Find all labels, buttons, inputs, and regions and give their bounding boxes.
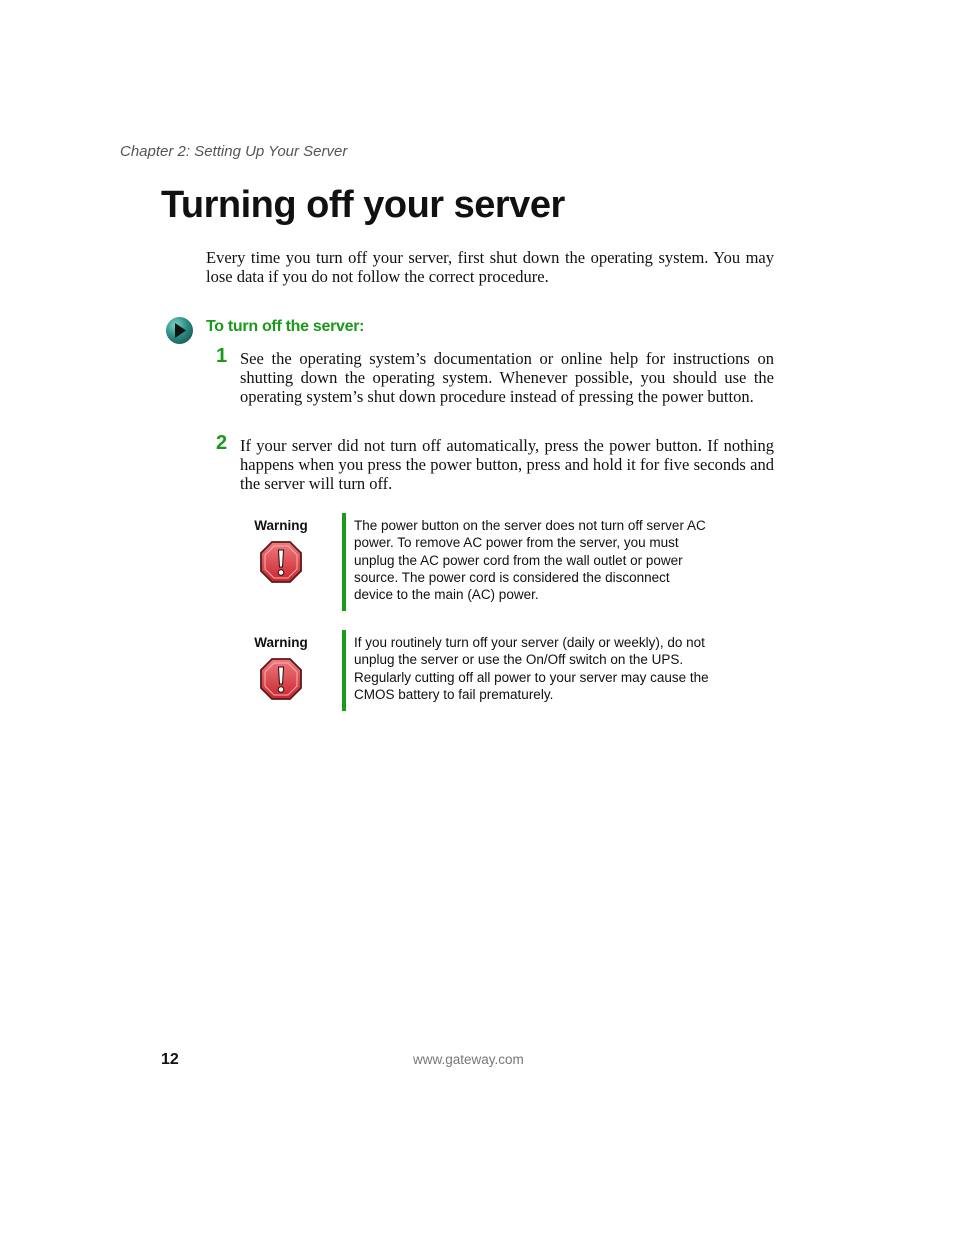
step-number: 1: [216, 345, 228, 367]
warning-bar: [342, 630, 346, 711]
step-text: If your server did not turn off automatically, press the power button. If nothing happens when you press the power button, press and hold it for five seconds and the server will turn off.: [240, 436, 774, 493]
running-header: Chapter 2: Setting Up Your Server: [120, 143, 348, 160]
warning-label: Warning: [254, 635, 308, 650]
step-number: 2: [216, 432, 228, 454]
warning-text: If you routinely turn off your server (daily or weekly), do not unplug the server or use the On/Off switch on the UPS. Regularly cutting off all power to your server may cause the CMOS battery to fail prematurely.: [354, 635, 709, 702]
arrow-right-icon: [165, 316, 194, 345]
warning-icon: [259, 657, 303, 701]
warning-text: The power button on the server does not turn off server AC power. To remove AC power from the server, you must unplug the AC power cord from the wall outlet or power source. The power cord is considered the disconnect device to the main (AC) power.: [354, 518, 706, 603]
procedure-heading: To turn off the server:: [206, 318, 365, 335]
page-number: 12: [161, 1051, 179, 1068]
page-title: Turning off your server: [161, 184, 565, 226]
intro-paragraph: Every time you turn off your server, first shut down the operating system. You may lose data if you do not follow the correct procedure.: [206, 248, 774, 286]
warning-label: Warning: [254, 518, 308, 533]
warning-bar: [342, 513, 346, 611]
footer-url[interactable]: www.gateway.com: [413, 1052, 524, 1067]
warning-icon: [259, 540, 303, 584]
step-text: See the operating system’s documentation or online help for instructions on shutting down the operating system. Whenever possible, you should use the operating system’s shut down procedure instead of pressing the power button.: [240, 349, 774, 406]
